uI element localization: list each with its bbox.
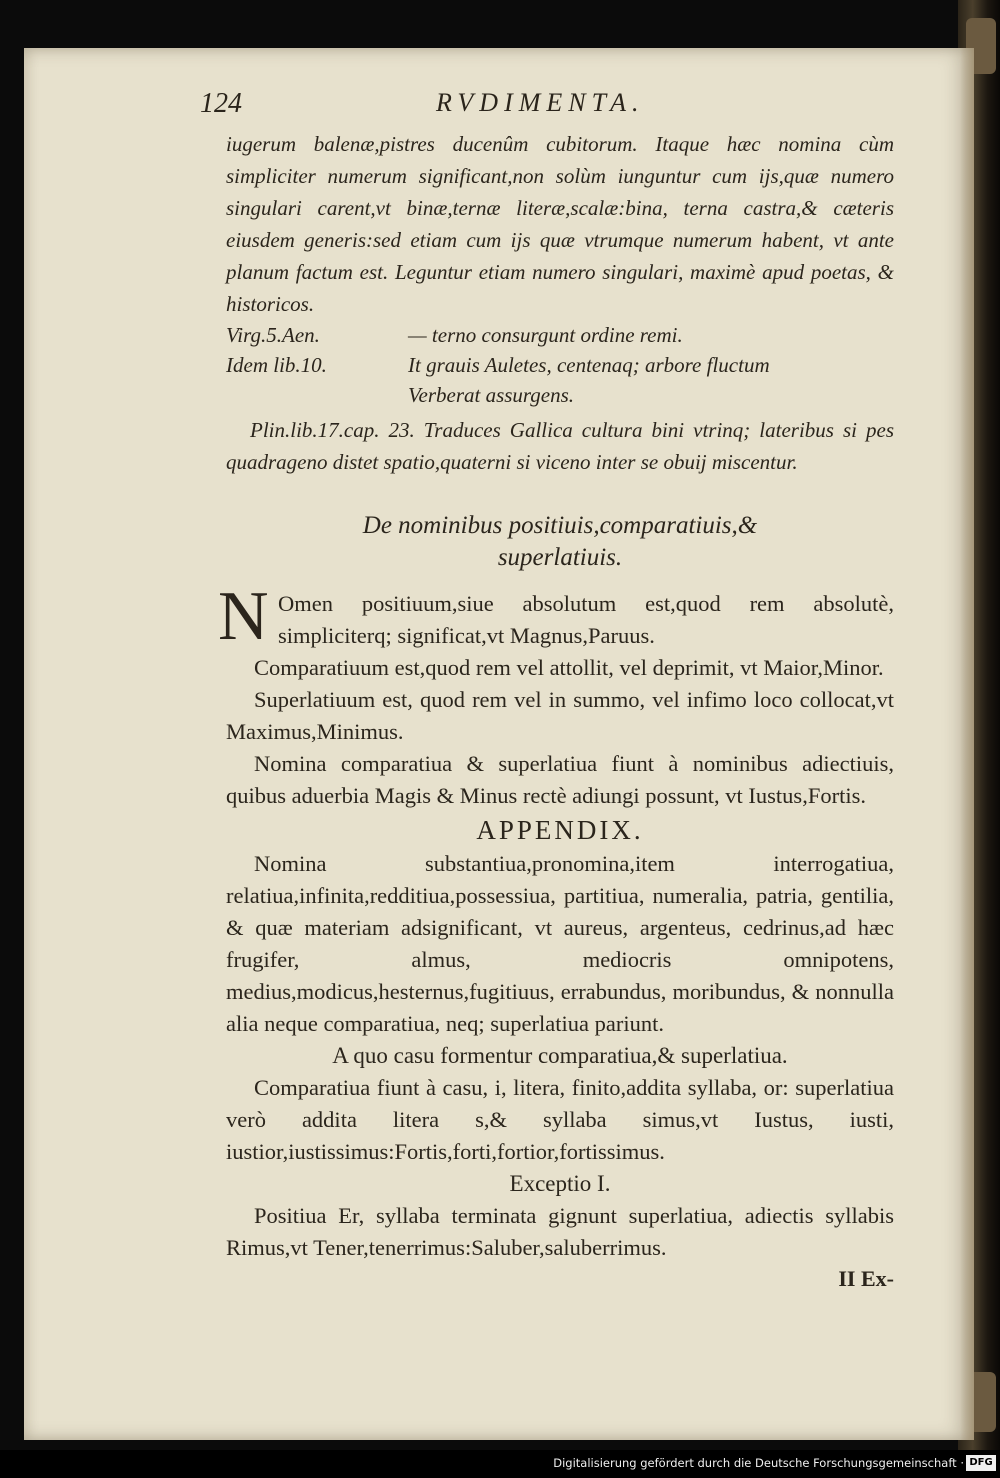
quote-virgil [226, 320, 894, 350]
case-heading: A quo casu formentur comparatiua,& superlatiua. [332, 1043, 788, 1068]
appendix-text: Nomina substantiua,pronomina,item interrogatiua, relatiua,infinita,redditiua,possessiua, partitiua, numeralia, patria, gentilia, & quæ materiam adsignificant, vt aureus, argenteus, cedrinus,ad hæc frugifer, almus, mediocris omnipotens, medius,modicus,hesternus,fugitiuus, errabundus, moribundus, & nonnulla alia neque comparatiua, neq; superlatiua pariunt. [226, 851, 894, 1036]
drop-cap: N [218, 578, 269, 655]
quote-reference: Virg.5.Aen. [226, 323, 320, 347]
text-block [218, 128, 894, 1294]
section-title-line-1: De nominibus positiuis,comparatiuis,& [362, 512, 758, 539]
dfg-logo: DFG [966, 1455, 996, 1471]
comparative-definition: Comparatiuum est,quod rem vel attollit, vel deprimit, vt Maior,Minor. [254, 655, 884, 680]
case-text: Comparatiua fiunt à casu, i, litera, finito,addita syllaba, or: superlatiua verò addita litera s,& syllaba simus,vt Iustus, iusti, iustior,iustissimus:Fortis,forti,fortior,fortissimus. [226, 1075, 894, 1164]
exception-text: Positiua Er, syllaba terminata gignunt superlatiua, adiectis syllabis Rimus,vt Tener,tenerrimus:Saluber,saluberrimus. [226, 1203, 894, 1260]
page-number: 124 [200, 88, 242, 119]
positive-definition-text: Omen positiuum,siue absolutum est,quod rem absolutè, simpliciterq; significat,vt Magnus,Paruus. [278, 591, 894, 648]
footer-bar [0, 1450, 1000, 1478]
page-header [200, 88, 880, 128]
quote-verse: It grauis Auletes, centenaq; arbore fluctum [408, 353, 770, 377]
appendix-title: APPENDIX. [476, 815, 644, 845]
superlative-definition: Superlatiuum est, quod rem vel in summo, vel infimo loco collocat,vt Maximus,Minimus. [226, 687, 894, 744]
page-gutter-shadow [960, 48, 974, 1440]
funding-notice: Digitalisierung gefördert durch die Deutsche Forschungsgemeinschaft · [553, 1456, 964, 1470]
quote-idem [226, 350, 894, 380]
quote-verse: — terno consurgunt ordine remi. [408, 323, 683, 347]
pliny-paragraph: Plin.lib.17.cap. 23. Traduces Gallica cultura bini vtrinq; lateribus si pes quadrageno distet spatio,quaterni si viceno inter se obuij miscentur. [226, 418, 894, 474]
formation-rule: Nomina comparatiua & superlatiua fiunt à nominibus adiectiuis, quibus aduerbia Magis & Minus rectè adiungi possunt, vt Iustus,Fortis. [226, 751, 894, 808]
intro-paragraph: iugerum balenæ,pistres ducenûm cubitorum. Itaque hæc nomina cùm simpliciter numerum significant,non solùm iunguntur cum ijs,quæ numero singulari carent,vt binæ,ternæ literæ,scalæ:bina, terna castra,& cæteris eiusdem generis:sed etiam cum ijs quæ vtrumque numerum habent, vt ante planum factum est. Leguntur etiam numero singulari, maximè apud poetas, & historicos. [226, 132, 894, 316]
exception-title: Exceptio I. [509, 1171, 611, 1196]
running-head: RVDIMENTA. [436, 88, 645, 117]
positive-definition [218, 578, 894, 655]
quote-continuation: Verberat assurgens. [408, 383, 575, 407]
section-title-line-2: superlatiuis. [497, 544, 623, 571]
section-title [226, 510, 894, 574]
quote-reference: Idem lib.10. [226, 353, 327, 377]
catchword: II Ex- [838, 1266, 894, 1291]
